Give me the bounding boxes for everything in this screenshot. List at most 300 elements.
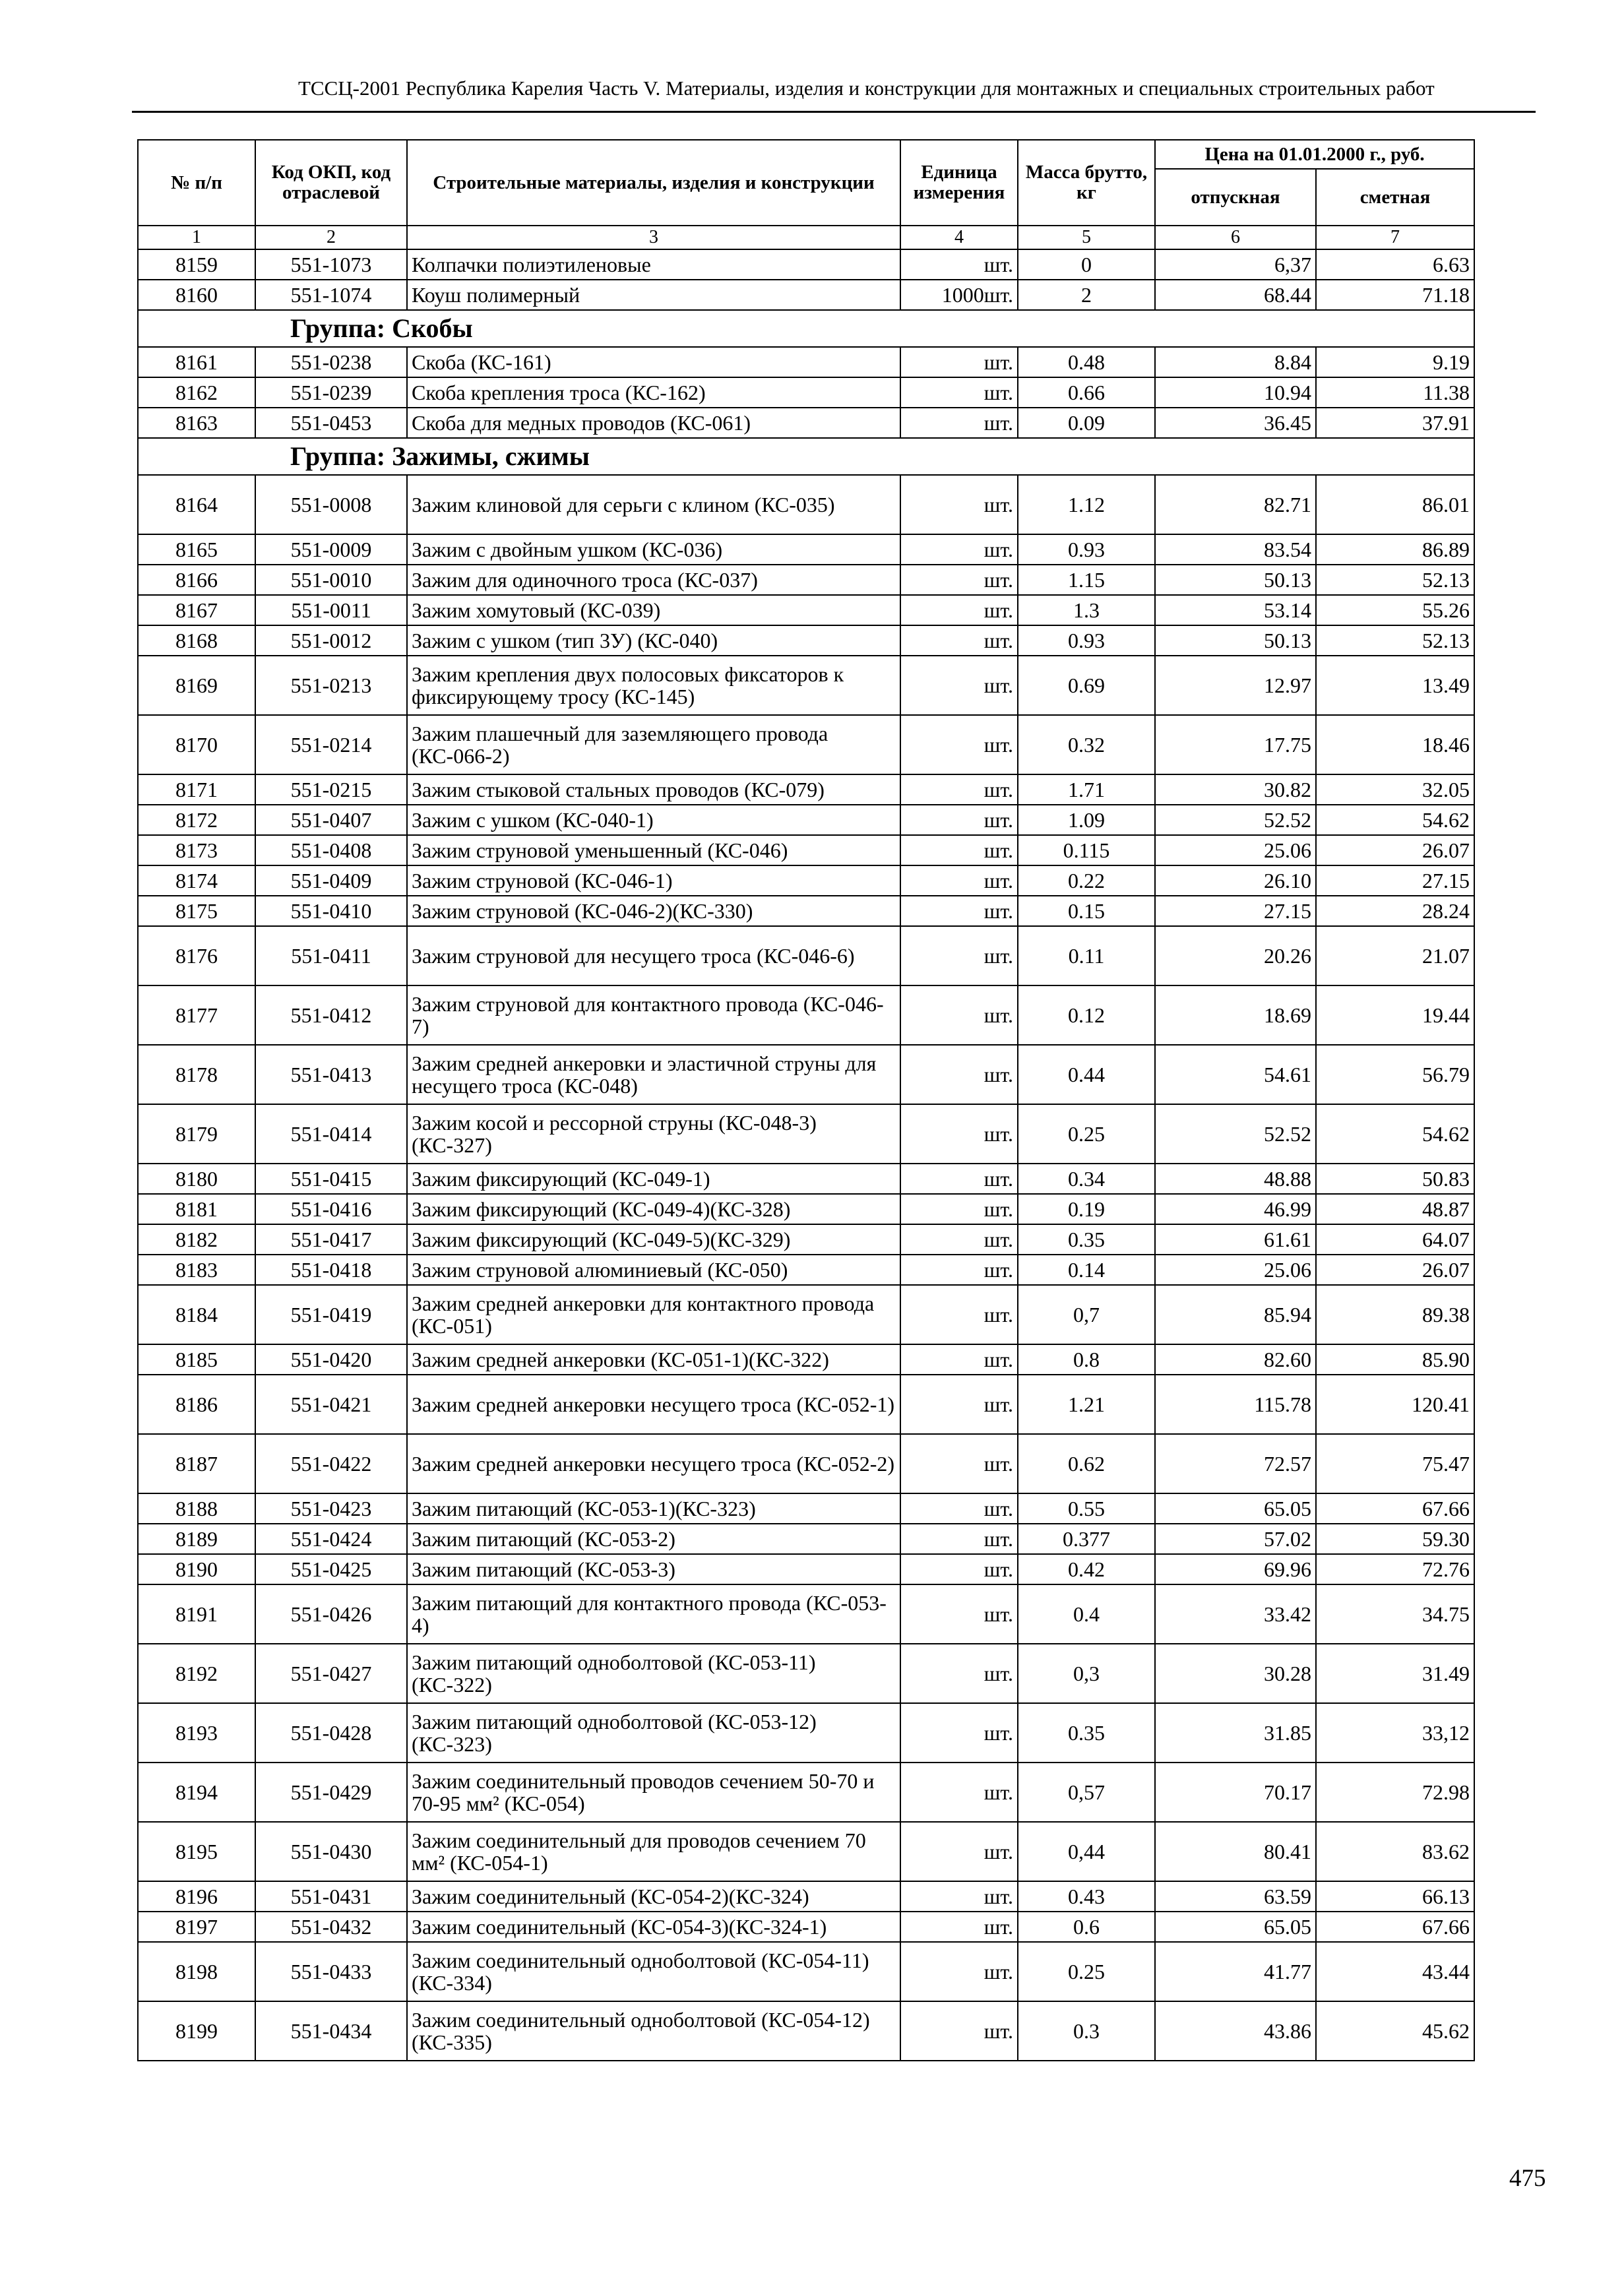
estimate-price: 13.49	[1316, 656, 1474, 715]
estimate-price: 27.15	[1316, 865, 1474, 896]
table-row	[138, 280, 1474, 310]
mass: 0.4	[1018, 1584, 1155, 1644]
unit: шт.	[900, 1344, 1018, 1375]
row-number: 8197	[138, 1912, 255, 1942]
col-header-num: № п/п	[138, 140, 255, 226]
release-price: 65.05	[1155, 1493, 1316, 1524]
item-name: Зажим питающий (КС-053-2)	[407, 1524, 900, 1554]
okp-code: 551-0426	[255, 1584, 407, 1644]
table-row	[138, 1194, 1474, 1224]
release-price: 10.94	[1155, 377, 1316, 408]
col-header-code: Код ОКП, код отраслевой	[255, 140, 407, 226]
okp-code: 551-0407	[255, 805, 407, 835]
okp-code: 551-0012	[255, 625, 407, 656]
table-row	[138, 1822, 1474, 1881]
release-price: 72.57	[1155, 1434, 1316, 1493]
row-number: 8180	[138, 1164, 255, 1194]
okp-code: 551-0408	[255, 835, 407, 865]
estimate-price: 26.07	[1316, 1255, 1474, 1285]
table-row	[138, 1942, 1474, 2001]
release-price: 17.75	[1155, 715, 1316, 774]
unit: шт.	[900, 408, 1018, 438]
mass: 0.3	[1018, 2001, 1155, 2061]
row-number: 8175	[138, 896, 255, 926]
item-name: Зажим соединительный для проводов сечением 70 мм² (КС-054-1)	[407, 1822, 900, 1881]
table-row	[138, 1344, 1474, 1375]
group-row	[138, 310, 1474, 347]
okp-code: 551-0410	[255, 896, 407, 926]
estimate-price: 37.91	[1316, 408, 1474, 438]
release-price: 69.96	[1155, 1554, 1316, 1584]
row-number: 8160	[138, 280, 255, 310]
estimate-price: 33,12	[1316, 1703, 1474, 1763]
release-price: 50.13	[1155, 565, 1316, 595]
mass: 0.115	[1018, 835, 1155, 865]
estimate-price: 26.07	[1316, 835, 1474, 865]
unit: шт.	[900, 1763, 1018, 1822]
unit: шт.	[900, 1255, 1018, 1285]
estimate-price: 45.62	[1316, 2001, 1474, 2061]
mass: 0.25	[1018, 1104, 1155, 1164]
row-number: 8191	[138, 1584, 255, 1644]
row-number: 8184	[138, 1285, 255, 1344]
estimate-price: 72.98	[1316, 1763, 1474, 1822]
okp-code: 551-0411	[255, 926, 407, 985]
table-row	[138, 656, 1474, 715]
item-name: Зажим струновой алюминиевый (КС-050)	[407, 1255, 900, 1285]
release-price: 25.06	[1155, 1255, 1316, 1285]
item-name: Скоба для медных проводов (КС-061)	[407, 408, 900, 438]
item-name: Зажим хомутовый (КС-039)	[407, 595, 900, 625]
okp-code: 551-0010	[255, 565, 407, 595]
release-price: 36.45	[1155, 408, 1316, 438]
okp-code: 551-0416	[255, 1194, 407, 1224]
unit: шт.	[900, 1881, 1018, 1912]
okp-code: 551-0011	[255, 595, 407, 625]
mass: 0,44	[1018, 1822, 1155, 1881]
unit: шт.	[900, 1224, 1018, 1255]
table-row	[138, 1493, 1474, 1524]
item-name: Зажим питающий (КС-053-3)	[407, 1554, 900, 1584]
okp-code: 551-0431	[255, 1881, 407, 1912]
column-number: 7	[1316, 226, 1474, 249]
row-number: 8176	[138, 926, 255, 985]
item-name: Зажим с двойным ушком (КС-036)	[407, 534, 900, 565]
mass: 0.11	[1018, 926, 1155, 985]
mass: 0.25	[1018, 1942, 1155, 2001]
item-name: Зажим с ушком (тип 3У) (КС-040)	[407, 625, 900, 656]
column-number: 3	[407, 226, 900, 249]
okp-code: 551-0424	[255, 1524, 407, 1554]
col-header-name: Строительные материалы, изделия и конструкции	[407, 140, 900, 226]
okp-code: 551-0414	[255, 1104, 407, 1164]
estimate-price: 75.47	[1316, 1434, 1474, 1493]
item-name: Зажим питающий одноболтовой (КС-053-11)(КС-322)	[407, 1644, 900, 1703]
okp-code: 551-0420	[255, 1344, 407, 1375]
mass: 0	[1018, 249, 1155, 280]
item-name: Зажим струновой для несущего троса (КС-046-6)	[407, 926, 900, 985]
item-name: Зажим струновой уменьшенный (КС-046)	[407, 835, 900, 865]
release-price: 83.54	[1155, 534, 1316, 565]
row-number: 8185	[138, 1344, 255, 1375]
item-name: Зажим косой и рессорной струны (КС-048-3)(КС-327)	[407, 1104, 900, 1164]
table-row	[138, 249, 1474, 280]
row-number: 8195	[138, 1822, 255, 1881]
row-number: 8183	[138, 1255, 255, 1285]
materials-price-table	[137, 139, 1475, 2061]
table-row	[138, 347, 1474, 377]
estimate-price: 54.62	[1316, 805, 1474, 835]
estimate-price: 32.05	[1316, 774, 1474, 805]
row-number: 8196	[138, 1881, 255, 1912]
mass: 0.09	[1018, 408, 1155, 438]
release-price: 48.88	[1155, 1164, 1316, 1194]
unit: шт.	[900, 926, 1018, 985]
item-name: Зажим фиксирующий (КС-049-5)(КС-329)	[407, 1224, 900, 1255]
row-number: 8170	[138, 715, 255, 774]
release-price: 52.52	[1155, 1104, 1316, 1164]
release-price: 12.97	[1155, 656, 1316, 715]
release-price: 54.61	[1155, 1045, 1316, 1104]
column-number: 5	[1018, 226, 1155, 249]
unit: шт.	[900, 715, 1018, 774]
mass: 2	[1018, 280, 1155, 310]
release-price: 68.44	[1155, 280, 1316, 310]
unit: шт.	[900, 835, 1018, 865]
item-name: Зажим для одиночного троса (КС-037)	[407, 565, 900, 595]
release-price: 70.17	[1155, 1763, 1316, 1822]
item-name: Скоба крепления троса (КС-162)	[407, 377, 900, 408]
unit: 1000шт.	[900, 280, 1018, 310]
release-price: 25.06	[1155, 835, 1316, 865]
item-name: Зажим клиновой для серьги с клином (КС-035)	[407, 475, 900, 534]
release-price: 27.15	[1155, 896, 1316, 926]
estimate-price: 67.66	[1316, 1493, 1474, 1524]
item-name: Зажим соединительный одноболтовой (КС-054-11)(КС-334)	[407, 1942, 900, 2001]
release-price: 46.99	[1155, 1194, 1316, 1224]
column-number: 6	[1155, 226, 1316, 249]
table-row	[138, 1285, 1474, 1344]
okp-code: 551-0433	[255, 1942, 407, 2001]
unit: шт.	[900, 347, 1018, 377]
mass: 0.48	[1018, 347, 1155, 377]
estimate-price: 34.75	[1316, 1584, 1474, 1644]
okp-code: 551-0413	[255, 1045, 407, 1104]
okp-code: 551-0239	[255, 377, 407, 408]
item-name: Зажим питающий одноболтовой (КС-053-12)(КС-323)	[407, 1703, 900, 1763]
unit: шт.	[900, 1584, 1018, 1644]
unit: шт.	[900, 1104, 1018, 1164]
release-price: 85.94	[1155, 1285, 1316, 1344]
unit: шт.	[900, 805, 1018, 835]
estimate-price: 83.62	[1316, 1822, 1474, 1881]
item-name: Колпачки полиэтиленовые	[407, 249, 900, 280]
item-name: Зажим питающий (КС-053-1)(КС-323)	[407, 1493, 900, 1524]
item-name: Зажим с ушком (КС-040-1)	[407, 805, 900, 835]
mass: 0.55	[1018, 1493, 1155, 1524]
row-number: 8173	[138, 835, 255, 865]
table-row	[138, 1584, 1474, 1644]
estimate-price: 59.30	[1316, 1524, 1474, 1554]
mass: 0.35	[1018, 1224, 1155, 1255]
item-name: Зажим фиксирующий (КС-049-4)(КС-328)	[407, 1194, 900, 1224]
row-number: 8165	[138, 534, 255, 565]
item-name: Зажим питающий для контактного провода (КС-053-4)	[407, 1584, 900, 1644]
unit: шт.	[900, 985, 1018, 1045]
item-name: Зажим струновой (КС-046-2)(КС-330)	[407, 896, 900, 926]
mass: 1.21	[1018, 1375, 1155, 1434]
unit: шт.	[900, 595, 1018, 625]
okp-code: 551-0419	[255, 1285, 407, 1344]
mass: 1.71	[1018, 774, 1155, 805]
item-name: Зажим соединительный проводов сечением 50-70 и 70-95 мм² (КС-054)	[407, 1763, 900, 1822]
unit: шт.	[900, 1164, 1018, 1194]
okp-code: 551-0429	[255, 1763, 407, 1822]
estimate-price: 6.63	[1316, 249, 1474, 280]
release-price: 82.71	[1155, 475, 1316, 534]
row-number: 8198	[138, 1942, 255, 2001]
estimate-price: 28.24	[1316, 896, 1474, 926]
table-row	[138, 1434, 1474, 1493]
item-name: Зажим крепления двух полосовых фиксаторов к фиксирующему тросу (КС-145)	[407, 656, 900, 715]
okp-code: 551-1073	[255, 249, 407, 280]
table-row	[138, 534, 1474, 565]
mass: 0,3	[1018, 1644, 1155, 1703]
table-row	[138, 835, 1474, 865]
row-number: 8177	[138, 985, 255, 1045]
unit: шт.	[900, 625, 1018, 656]
estimate-price: 21.07	[1316, 926, 1474, 985]
table-row	[138, 1164, 1474, 1194]
estimate-price: 52.13	[1316, 565, 1474, 595]
release-price: 80.41	[1155, 1822, 1316, 1881]
estimate-price: 86.89	[1316, 534, 1474, 565]
unit: шт.	[900, 249, 1018, 280]
mass: 0.34	[1018, 1164, 1155, 1194]
unit: шт.	[900, 534, 1018, 565]
release-price: 50.13	[1155, 625, 1316, 656]
mass: 1.09	[1018, 805, 1155, 835]
estimate-price: 43.44	[1316, 1942, 1474, 2001]
header-rule	[132, 111, 1536, 113]
table-row	[138, 1881, 1474, 1912]
row-number: 8174	[138, 865, 255, 896]
release-price: 31.85	[1155, 1703, 1316, 1763]
item-name: Зажим струновой для контактного провода (КС-046-7)	[407, 985, 900, 1045]
item-name: Зажим соединительный (КС-054-2)(КС-324)	[407, 1881, 900, 1912]
release-price: 30.82	[1155, 774, 1316, 805]
okp-code: 551-1074	[255, 280, 407, 310]
okp-code: 551-0409	[255, 865, 407, 896]
release-price: 115.78	[1155, 1375, 1316, 1434]
row-number: 8199	[138, 2001, 255, 2061]
unit: шт.	[900, 865, 1018, 896]
okp-code: 551-0423	[255, 1493, 407, 1524]
estimate-price: 52.13	[1316, 625, 1474, 656]
table-row	[138, 1644, 1474, 1703]
unit: шт.	[900, 1554, 1018, 1584]
mass: 0.66	[1018, 377, 1155, 408]
table-row	[138, 1255, 1474, 1285]
table-row	[138, 1524, 1474, 1554]
release-price: 53.14	[1155, 595, 1316, 625]
estimate-price: 11.38	[1316, 377, 1474, 408]
row-number: 8172	[138, 805, 255, 835]
item-name: Зажим средней анкеровки и эластичной струны для несущего троса (КС-048)	[407, 1045, 900, 1104]
estimate-price: 50.83	[1316, 1164, 1474, 1194]
table-row	[138, 1554, 1474, 1584]
mass: 1.3	[1018, 595, 1155, 625]
table-row	[138, 926, 1474, 985]
estimate-price: 19.44	[1316, 985, 1474, 1045]
unit: шт.	[900, 565, 1018, 595]
mass: 0.62	[1018, 1434, 1155, 1493]
mass: 0.32	[1018, 715, 1155, 774]
release-price: 18.69	[1155, 985, 1316, 1045]
column-number-row	[138, 226, 1474, 249]
okp-code: 551-0425	[255, 1554, 407, 1584]
mass: 0.93	[1018, 534, 1155, 565]
table-row	[138, 774, 1474, 805]
table-row	[138, 1224, 1474, 1255]
release-price: 6,37	[1155, 249, 1316, 280]
item-name: Скоба (КС-161)	[407, 347, 900, 377]
table-row	[138, 377, 1474, 408]
mass: 0.12	[1018, 985, 1155, 1045]
table-row	[138, 565, 1474, 595]
mass: 0,7	[1018, 1285, 1155, 1344]
row-number: 8192	[138, 1644, 255, 1703]
unit: шт.	[900, 1703, 1018, 1763]
okp-code: 551-0412	[255, 985, 407, 1045]
row-number: 8163	[138, 408, 255, 438]
unit: шт.	[900, 377, 1018, 408]
row-number: 8168	[138, 625, 255, 656]
estimate-price: 120.41	[1316, 1375, 1474, 1434]
mass: 0.15	[1018, 896, 1155, 926]
okp-code: 551-0430	[255, 1822, 407, 1881]
item-name: Зажим средней анкеровки несущего троса (КС-052-2)	[407, 1434, 900, 1493]
mass: 0.19	[1018, 1194, 1155, 1224]
row-number: 8167	[138, 595, 255, 625]
row-number: 8171	[138, 774, 255, 805]
mass: 1.12	[1018, 475, 1155, 534]
table-row	[138, 625, 1474, 656]
group-title: Группа: Зажимы, сжимы	[138, 438, 1474, 475]
okp-code: 551-0422	[255, 1434, 407, 1493]
row-number: 8187	[138, 1434, 255, 1493]
estimate-price: 66.13	[1316, 1881, 1474, 1912]
row-number: 8182	[138, 1224, 255, 1255]
item-name: Зажим соединительный (КС-054-3)(КС-324-1)	[407, 1912, 900, 1942]
item-name: Зажим стыковой стальных проводов (КС-079)	[407, 774, 900, 805]
item-name: Зажим соединительный одноболтовой (КС-054-12)(КС-335)	[407, 2001, 900, 2061]
estimate-price: 31.49	[1316, 1644, 1474, 1703]
col-header-mass: Масса брутто, кг	[1018, 140, 1155, 226]
release-price: 43.86	[1155, 2001, 1316, 2061]
estimate-price: 67.66	[1316, 1912, 1474, 1942]
item-name: Зажим плашечный для заземляющего провода (КС-066-2)	[407, 715, 900, 774]
release-price: 61.61	[1155, 1224, 1316, 1255]
unit: шт.	[900, 1524, 1018, 1554]
row-number: 8179	[138, 1104, 255, 1164]
estimate-price: 48.87	[1316, 1194, 1474, 1224]
mass: 0.8	[1018, 1344, 1155, 1375]
mass: 0.42	[1018, 1554, 1155, 1584]
okp-code: 551-0215	[255, 774, 407, 805]
item-name: Зажим фиксирующий (КС-049-1)	[407, 1164, 900, 1194]
column-number: 2	[255, 226, 407, 249]
okp-code: 551-0238	[255, 347, 407, 377]
row-number: 8166	[138, 565, 255, 595]
mass: 0.6	[1018, 1912, 1155, 1942]
page-number: 475	[1509, 2165, 1546, 2192]
unit: шт.	[900, 1375, 1018, 1434]
unit: шт.	[900, 1912, 1018, 1942]
mass: 0.14	[1018, 1255, 1155, 1285]
estimate-price: 85.90	[1316, 1344, 1474, 1375]
release-price: 65.05	[1155, 1912, 1316, 1942]
row-number: 8186	[138, 1375, 255, 1434]
table-row	[138, 1703, 1474, 1763]
estimate-price: 86.01	[1316, 475, 1474, 534]
item-name: Зажим средней анкеровки несущего троса (КС-052-1)	[407, 1375, 900, 1434]
row-number: 8161	[138, 347, 255, 377]
unit: шт.	[900, 475, 1018, 534]
row-number: 8190	[138, 1554, 255, 1584]
row-number: 8162	[138, 377, 255, 408]
estimate-price: 9.19	[1316, 347, 1474, 377]
release-price: 41.77	[1155, 1942, 1316, 2001]
table-row	[138, 985, 1474, 1045]
table-row	[138, 1104, 1474, 1164]
mass: 0.93	[1018, 625, 1155, 656]
col-header-unit: Единица измерения	[900, 140, 1018, 226]
item-name: Зажим струновой (КС-046-1)	[407, 865, 900, 896]
unit: шт.	[900, 1493, 1018, 1524]
release-price: 26.10	[1155, 865, 1316, 896]
mass: 0,57	[1018, 1763, 1155, 1822]
estimate-price: 55.26	[1316, 595, 1474, 625]
row-number: 8169	[138, 656, 255, 715]
row-number: 8178	[138, 1045, 255, 1104]
okp-code: 551-0432	[255, 1912, 407, 1942]
table-body	[138, 249, 1474, 2061]
unit: шт.	[900, 656, 1018, 715]
unit: шт.	[900, 1285, 1018, 1344]
unit: шт.	[900, 896, 1018, 926]
unit: шт.	[900, 1822, 1018, 1881]
item-name: Коуш полимерный	[407, 280, 900, 310]
table-row	[138, 1045, 1474, 1104]
col-header-estimate-price: сметная	[1316, 169, 1474, 226]
group-title: Группа: Скобы	[138, 310, 1474, 347]
col-header-price: Цена на 01.01.2000 г., руб.	[1155, 140, 1474, 169]
estimate-price: 54.62	[1316, 1104, 1474, 1164]
row-number: 8164	[138, 475, 255, 534]
row-number: 8193	[138, 1703, 255, 1763]
unit: шт.	[900, 1644, 1018, 1703]
table-row	[138, 475, 1474, 534]
release-price: 33.42	[1155, 1584, 1316, 1644]
unit: шт.	[900, 1194, 1018, 1224]
table-row	[138, 595, 1474, 625]
okp-code: 551-0418	[255, 1255, 407, 1285]
release-price: 30.28	[1155, 1644, 1316, 1703]
item-name: Зажим средней анкеровки (КС-051-1)(КС-322)	[407, 1344, 900, 1375]
table-row	[138, 408, 1474, 438]
okp-code: 551-0008	[255, 475, 407, 534]
